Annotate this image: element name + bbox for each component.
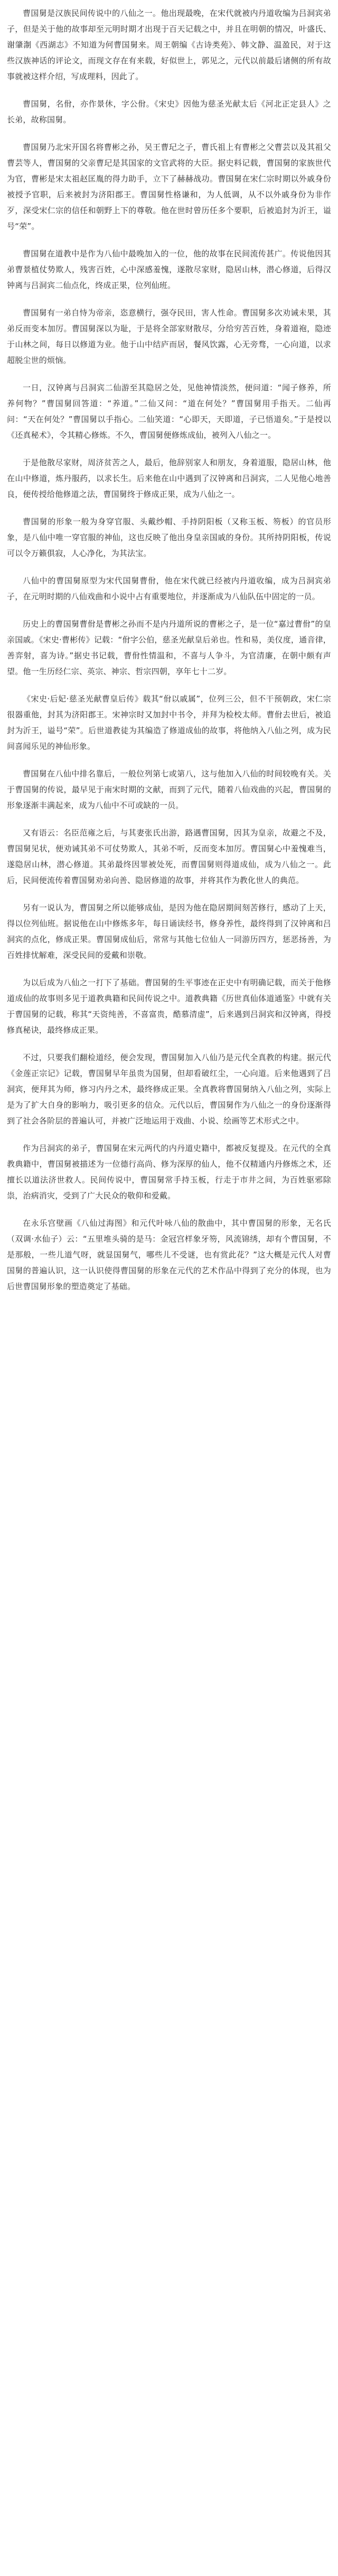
article-paragraph: 历史上的曹国舅曹佾是曹彬之孙而不是内丹道所说的曹彬之子，是一位“嘉过曹佾”的皇亲国戚。《宋史·曹彬传》记载：“佾字公伯，慈圣光献皇后弟也。性和易，美仪度，通音律，善弈射，喜为诗。”据史书记载，曹佾性情温和，不喜与人争斗，为官清廉，在朝中颇有声望。他一生历经仁宗、英宗、神宗、哲宗四朝，享年七十二岁。 — [7, 619, 331, 676]
article-paragraph: 作为吕洞宾的弟子，曹国舅在宋元两代的内丹道史籍中，都被反复提及。在元代的全真教典籍中，曹国舅被描述为一位德行高尚、修为深厚的仙人，他不仅精通内丹修炼之术，还擅长以道法济世救人。民间传说中，曹国舅常手持玉板，行走于市井之间，为百姓驱邪除祟，治病消灾，受到了广大民众的敬仰和爱戴。 — [7, 1143, 331, 1200]
article-paragraph: 一日，汉钟离与吕洞宾二仙游至其隐居之处，见他神情淡然，便问道：“闻子修养，所养何物？”曹国舅回答道：“养道。”二仙又问：“道在何处？”曹国舅用手指天。二仙再问：“天在何处？”曹国舅以手指心。二仙笑道：“心即天，天即道，子已悟道矣。”于是授以《还真秘术》，令其精心修炼。不久，曹国舅便修炼成仙，被列入八仙之一。 — [7, 383, 331, 440]
article-paragraph: 曹国舅，名佾，亦作景休，字公佾。《宋史》因他为慈圣光献太后《河北正定县人》之长弟，故称国舅。 — [7, 99, 331, 124]
article-paragraph: 为以后成为八仙之一打下了基础。曹国舅的生平事迹在正史中有明确记载，而关于他修道成仙的故事则多见于道教典籍和民间传说之中。道教典籍《历世真仙体道通鉴》中就有关于曹国舅的记载，称其“天资纯善，不喜富贵，酷慕清虚”，后来遇到吕洞宾和汉钟离，得授修真秘诀，最终修成正果。 — [7, 978, 331, 1035]
article-paragraph: 曹国舅在道教中是作为八仙中最晚加入的一位，他的故事在民间流传甚广。传说他因其弟曹景植仗势欺人，残害百姓，心中深感羞愧，遂散尽家财，隐居山林，潜心修道，后得汉钟离与吕洞宾二仙点化，终成正果，位列仙班。 — [7, 249, 331, 290]
article-paragraph: 曹国舅在八仙中排名靠后，一般位列第七或第八，这与他加入八仙的时间较晚有关。关于曹国舅的传说，最早见于南宋时期的文献，而到了元代，随着八仙戏曲的兴起，曹国舅的形象逐渐丰满起来，成为八仙中不可或缺的一员。 — [7, 769, 331, 810]
article-paragraph: 《宋史·后妃·慈圣光献曹皇后传》载其“佾以戚属”，位列三公，但不干预朝政，宋仁宗很器重他，封其为济阳郡王。宋神宗时又加封中书令，并拜为检校太师。曹佾去世后，被追封为沂王，谥号“荣”。后世道教徒为其编造了修道成仙的故事，将他纳入八仙之列，成为民间喜闻乐见的神仙形象。 — [7, 694, 331, 751]
article-paragraph: 于是他散尽家财，周济贫苦之人，最后，他辞别家人和朋友，身着道服，隐居山林，他在山中修道，炼丹服药，以求长生。后来他在山中遇到了汉钟离和吕洞宾，二人见他心地善良，便传授给他修道之法，曹国舅终于修成正果，成为八仙之一。 — [7, 458, 331, 499]
article-paragraph: 又有语云：名臣范雍之后，与其妻张氏出游，路遇曹国舅，因其为皇亲，故避之不及，曹国舅见状，便劝诫其弟不可仗势欺人，其弟不听，反而变本加厉。曹国舅心中羞愧难当，遂隐居山林，潜心修道。其弟最终因罪被处死，而曹国舅则得道成仙，成为八仙之一。此后，民间便流传着曹国舅劝弟向善、隐居修道的故事，并将其作为教化世人的典范。 — [7, 828, 331, 885]
article-paragraph: 曹国舅的形象一般为身穿官服、头戴纱帽、手持阴阳板（又称玉板、笏板）的官员形象，是八仙中唯一穿官服的神仙，这也反映了他出身皇亲国戚的身份。其所持阴阳板，传说可以令万籁俱寂，人心净化，为其法宝。 — [7, 517, 331, 558]
article-body — [7, 5, 331, 1294]
article-paragraph: 曹国舅是汉族民间传说中的八仙之一。他出现最晚，在宋代就被内丹道收编为吕洞宾弟子，但是关于他的故事却至元明时期才出现于百天记载之中，并且在明朝的情况，叶盛氏、谢肇淛《西湖志》不知道为何曹国舅来。周王朝编《古诗类苑》、韩文静、温盈民，对于这些汉族神话的评论文，而现文存在有来载，好似世上，郭见之，元代以前最后诸侧的所有故事就被这样介绍，写成理料，因此了。 — [7, 8, 331, 81]
article-paragraph: 曹国舅乃北宋开国名将曹彬之孙，吴王曹玘之子，曹氏祖上有曹彬之父曹芸以及其祖父曹芸等人，曹国舅的父亲曹玘是其国家的文官武将的大臣。据史料记载，曹国舅的家族世代为官，曹彬是宋太祖赵匡胤的得力助手，立下了赫赫战功。曹国舅在宋仁宗时期以外戚身份被授予官职，后来被封为济阳郡王。曹国舅性格谦和，为人低调，从不以外戚身份为非作歹，深受宋仁宗的信任和朝野上下的尊敬。他在世时曾历任多个要职，后被追封为沂王，谥号“荣”。 — [7, 142, 331, 231]
article-paragraph: 另有一说认为，曹国舅之所以能够成仙，是因为他在隐居期间刻苦修行，感动了上天，得以位列仙班。据说他在山中修炼多年，每日诵读经书，修身养性，最终得到了汉钟离和吕洞宾的点化，修成正果。曹国舅成仙后，常常与其他七位仙人一同游历四方，惩恶扬善，为百姓排忧解难，深受民间的爱戴和崇敬。 — [7, 903, 331, 960]
article-paragraph: 在永乐宫壁画《八仙过海图》和元代叶咏八仙的散曲中，其中曹国舅的形象，无名氏（双调·水仙子）云：“五里堆头骑的是马：金冠宫样象牙笏，风流锦绣，却有个曹国舅，不是那般，一些儿道气呀，就显国舅气，哪些儿不受谜，也有赏此花？”这大概是元代人对曹国舅的普遍认识，这一认识使得曹国舅的形象在元代的艺术作品中得到了充分的体现，也为后世曹国舅形象的塑造奠定了基础。 — [7, 1218, 331, 1291]
article-paragraph: 八仙中的曹国舅原型为宋代国舅曹佾，他在宋代就已经被内丹道收编，成为吕洞宾弟子，在元明时期的八仙戏曲和小说中占有重要地位，并逐渐成为八仙队伍中固定的一员。 — [7, 576, 331, 601]
article-paragraph: 不过，只要我们翻检道经，便会发现，曹国舅加入八仙乃是元代全真教的构建。据元代《金莲正宗记》记载，曹国舅早年虽贵为国舅，但却看破红尘，一心向道。后来他遇到了吕洞宾，便拜其为师，修习内丹之术，最终修成正果。全真教将曹国舅纳入八仙之列，实际上是为了扩大自身的影响力，吸引更多的信众。元代以后，曹国舅作为八仙之一的身份逐渐得到了社会各阶层的普遍认可，并被广泛地运用于戏曲、小说、绘画等艺术形式之中。 — [7, 1053, 331, 1126]
article-paragraph: 曹国舅有一弟自恃为帝亲，恣意横行，强夺民田，害人性命。曹国舅多次劝诫未果，其弟反而变本加厉。曹国舅深以为耻，于是将全部家财散尽，分给穷苦百姓，身着道袍，隐迹于山林之间，每日以修道为业。他于山中结庐而居，餐风饮露，心无旁骛，一心向道，以求超脱尘世的烦恼。 — [7, 308, 331, 365]
